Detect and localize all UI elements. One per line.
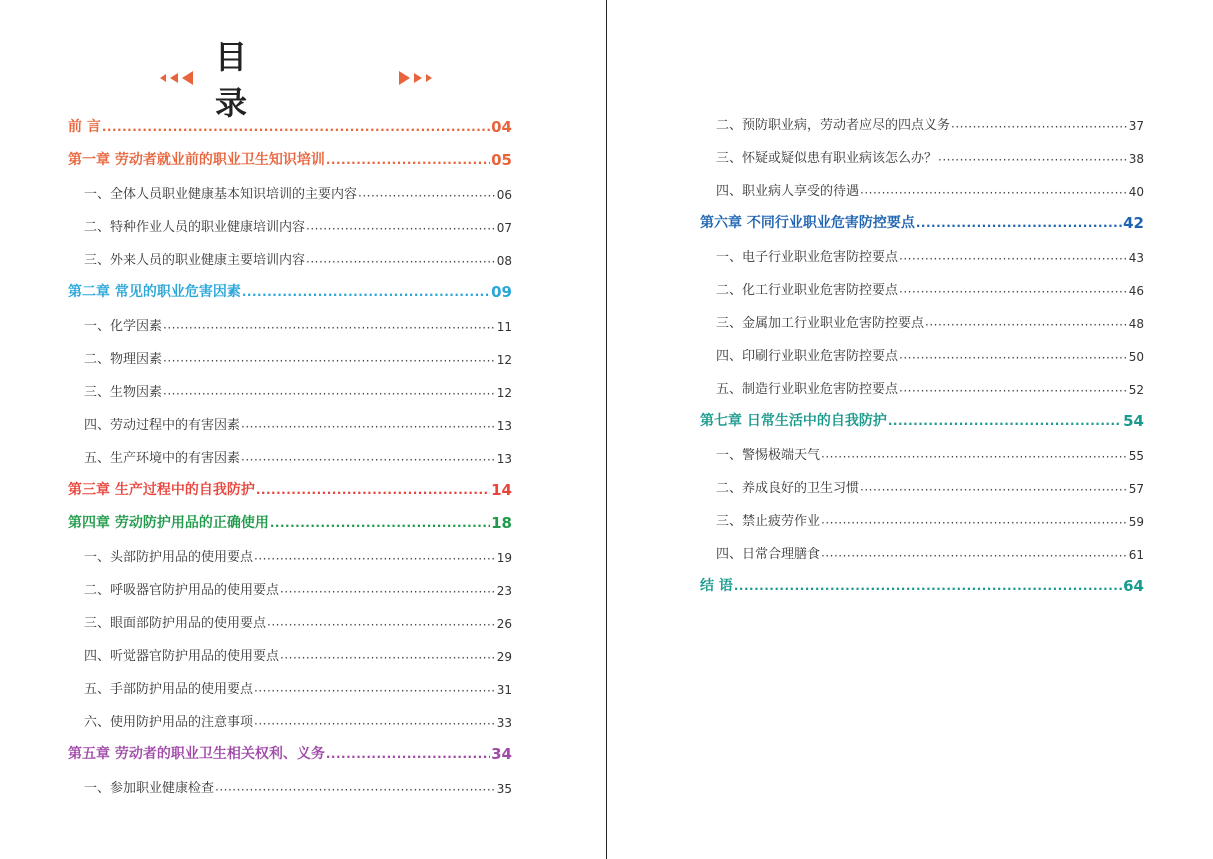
toc-dot-leader: [163, 354, 496, 367]
toc-section-entry[interactable]: [68, 636, 512, 669]
toc-page-number: 26: [496, 617, 512, 631]
toc-entry-label: 一、头部防护用品的使用要点: [84, 550, 254, 565]
book-spine: [606, 0, 607, 859]
left-page: [68, 0, 512, 859]
toc-page-number: 61: [1128, 548, 1144, 562]
toc-entry-label: 四、劳动过程中的有害因素: [84, 418, 241, 433]
toc-dot-leader: [938, 153, 1128, 166]
toc-page-number: 34: [491, 745, 512, 763]
toc-section-entry[interactable]: [68, 405, 512, 438]
toc-entry-label: 一、参加职业健康检查: [84, 781, 215, 796]
toc-entry-label: 三、生物因素: [84, 385, 163, 400]
toc-chapter-entry[interactable]: [68, 108, 512, 141]
toc-section-entry[interactable]: [700, 105, 1144, 138]
toc-entry-label: 四、日常合理膳食: [716, 547, 821, 562]
toc-entry-label: 三、眼面部防护用品的使用要点: [84, 616, 267, 631]
toc-entry-label: 前 言: [68, 119, 101, 135]
toc-dot-leader: [280, 651, 496, 664]
toc-page-number: 05: [491, 151, 512, 169]
toc-entry-label: 第五章 劳动者的职业卫生相关权利、义务: [68, 746, 325, 762]
toc-dot-leader: [270, 518, 490, 532]
toc-dot-leader: [242, 287, 490, 301]
toc-entry-label: 六、使用防护用品的注意事项: [84, 715, 254, 730]
toc-page-number: 42: [1123, 214, 1144, 232]
toc-page-number: 40: [1128, 185, 1144, 199]
toc-section-entry[interactable]: [700, 501, 1144, 534]
toc-dot-leader: [860, 186, 1128, 199]
toc-title: [160, 38, 432, 122]
toc-section-entry[interactable]: [700, 435, 1144, 468]
toc-section-entry[interactable]: [700, 270, 1144, 303]
toc-entry-label: 第三章 生产过程中的自我防护: [68, 482, 255, 498]
toc-section-entry[interactable]: [68, 306, 512, 339]
toc-section-entry[interactable]: [68, 702, 512, 735]
toc-page-number: 35: [496, 782, 512, 796]
toc-section-entry[interactable]: [68, 372, 512, 405]
toc-dot-leader: [821, 549, 1128, 562]
toc-page-number: 13: [496, 452, 512, 466]
right-arrows-icon: [399, 71, 432, 85]
toc-entry-label: 三、外来人员的职业健康主要培训内容: [84, 253, 306, 268]
toc-page-number: 64: [1123, 577, 1144, 595]
toc-dot-leader: [326, 749, 490, 763]
toc-section-entry[interactable]: [68, 669, 512, 702]
toc-entry-label: 二、呼吸器官防护用品的使用要点: [84, 583, 280, 598]
toc-page-number: 52: [1128, 383, 1144, 397]
toc-dot-leader: [256, 485, 490, 499]
toc-page-number: 23: [496, 584, 512, 598]
toc-entry-label: 第七章 日常生活中的自我防护: [700, 413, 887, 429]
right-page: [700, 0, 1144, 859]
toc-page-number: 14: [491, 481, 512, 499]
toc-page-number: 04: [491, 118, 512, 136]
toc-page-number: 18: [491, 514, 512, 532]
toc-entry-label: 一、警惕极端天气: [716, 448, 821, 463]
toc-dot-leader: [163, 387, 496, 400]
toc-dot-leader: [821, 516, 1128, 529]
toc-entry-label: 四、职业病人享受的待遇: [716, 184, 860, 199]
toc-page-number: 38: [1128, 152, 1144, 166]
toc-section-entry[interactable]: [700, 237, 1144, 270]
toc-entry-label: 二、特种作业人员的职业健康培训内容: [84, 220, 306, 235]
toc-dot-leader: [306, 222, 496, 235]
toc-dot-leader: [326, 155, 490, 169]
toc-page-number: 11: [496, 320, 512, 334]
toc-page-number: 46: [1128, 284, 1144, 298]
toc-page-number: 48: [1128, 317, 1144, 331]
toc-title-text: 目录: [215, 38, 306, 122]
toc-page-number: 57: [1128, 482, 1144, 496]
toc-page-number: 43: [1128, 251, 1144, 265]
toc-section-entry[interactable]: [68, 240, 512, 273]
toc-dot-leader: [254, 684, 496, 697]
toc-entry-label: 五、制造行业职业危害防控要点: [716, 382, 899, 397]
toc-page-number: 33: [496, 716, 512, 730]
toc-page-number: 08: [496, 254, 512, 268]
toc-dot-leader: [899, 252, 1128, 265]
toc-dot-leader: [215, 783, 496, 796]
toc-entry-label: 二、物理因素: [84, 352, 163, 367]
toc-dot-leader: [925, 318, 1128, 331]
toc-section-entry[interactable]: [700, 468, 1144, 501]
toc-entry-label: 二、化工行业职业危害防控要点: [716, 283, 899, 298]
toc-entry-label: 第二章 常见的职业危害因素: [68, 284, 241, 300]
toc-section-entry[interactable]: [68, 768, 512, 801]
toc-page-number: 12: [496, 386, 512, 400]
toc-dot-leader: [254, 717, 496, 730]
toc-dot-leader: [899, 384, 1128, 397]
toc-dot-leader: [306, 255, 496, 268]
toc-dot-leader: [860, 483, 1128, 496]
toc-section-entry[interactable]: [68, 438, 512, 471]
toc-chapter-entry[interactable]: [700, 567, 1144, 600]
right-toc-list: [700, 105, 1144, 600]
toc-dot-leader: [916, 218, 1122, 232]
toc-section-entry[interactable]: [700, 534, 1144, 567]
toc-chapter-entry[interactable]: [68, 504, 512, 537]
toc-section-entry[interactable]: [68, 174, 512, 207]
toc-page-number: 12: [496, 353, 512, 367]
toc-page-number: 09: [491, 283, 512, 301]
toc-dot-leader: [254, 552, 496, 565]
left-toc-list: [68, 108, 512, 801]
toc-section-entry[interactable]: [700, 369, 1144, 402]
toc-entry-label: 二、养成良好的卫生习惯: [716, 481, 860, 496]
toc-entry-label: 五、手部防护用品的使用要点: [84, 682, 254, 697]
toc-dot-leader: [241, 453, 496, 466]
toc-entry-label: 一、全体人员职业健康基本知识培训的主要内容: [84, 187, 358, 202]
toc-page-number: 59: [1128, 515, 1144, 529]
left-arrows-icon: [160, 71, 193, 85]
toc-section-entry[interactable]: [700, 138, 1144, 171]
toc-dot-leader: [280, 585, 496, 598]
toc-chapter-entry[interactable]: [700, 204, 1144, 237]
toc-entry-label: 五、生产环境中的有害因素: [84, 451, 241, 466]
toc-page-number: 55: [1128, 449, 1144, 463]
toc-entry-label: 三、金属加工行业职业危害防控要点: [716, 316, 925, 331]
toc-entry-label: 第一章 劳动者就业前的职业卫生知识培训: [68, 152, 325, 168]
toc-dot-leader: [358, 189, 496, 202]
toc-section-entry[interactable]: [700, 336, 1144, 369]
toc-dot-leader: [102, 122, 490, 136]
toc-section-entry[interactable]: [68, 207, 512, 240]
toc-page-number: 37: [1128, 119, 1144, 133]
toc-entry-label: 四、印刷行业职业危害防控要点: [716, 349, 899, 364]
toc-page-number: 06: [496, 188, 512, 202]
toc-dot-leader: [821, 450, 1128, 463]
toc-chapter-entry[interactable]: [68, 471, 512, 504]
toc-entry-label: 一、电子行业职业危害防控要点: [716, 250, 899, 265]
toc-page-number: 29: [496, 650, 512, 664]
toc-entry-label: 第四章 劳动防护用品的正确使用: [68, 515, 269, 531]
toc-section-entry[interactable]: [700, 303, 1144, 336]
toc-dot-leader: [267, 618, 496, 631]
toc-section-entry[interactable]: [68, 603, 512, 636]
toc-entry-label: 一、化学因素: [84, 319, 163, 334]
toc-entry-label: 三、怀疑或疑似患有职业病该怎么办？: [716, 151, 938, 166]
toc-chapter-entry[interactable]: [700, 402, 1144, 435]
toc-entry-label: 二、预防职业病，劳动者应尽的四点义务: [716, 118, 951, 133]
toc-page-number: 50: [1128, 350, 1144, 364]
toc-dot-leader: [899, 351, 1128, 364]
toc-entry-label: 四、听觉器官防护用品的使用要点: [84, 649, 280, 664]
toc-page-number: 13: [496, 419, 512, 433]
toc-entry-label: 结 语: [700, 578, 733, 594]
toc-chapter-entry[interactable]: [68, 735, 512, 768]
toc-page-number: 54: [1123, 412, 1144, 430]
toc-dot-leader: [163, 321, 496, 334]
toc-chapter-entry[interactable]: [68, 273, 512, 306]
toc-entry-label: 第六章 不同行业职业危害防控要点: [700, 215, 915, 231]
toc-entry-label: 三、禁止疲劳作业: [716, 514, 821, 529]
toc-section-entry[interactable]: [700, 171, 1144, 204]
toc-page-number: 07: [496, 221, 512, 235]
toc-page-number: 19: [496, 551, 512, 565]
toc-dot-leader: [888, 416, 1122, 430]
toc-section-entry[interactable]: [68, 537, 512, 570]
toc-section-entry[interactable]: [68, 339, 512, 372]
toc-chapter-entry[interactable]: [68, 141, 512, 174]
toc-dot-leader: [899, 285, 1128, 298]
toc-dot-leader: [951, 120, 1128, 133]
toc-page-number: 31: [496, 683, 512, 697]
toc-dot-leader: [241, 420, 496, 433]
toc-section-entry[interactable]: [68, 570, 512, 603]
toc-dot-leader: [734, 581, 1122, 595]
